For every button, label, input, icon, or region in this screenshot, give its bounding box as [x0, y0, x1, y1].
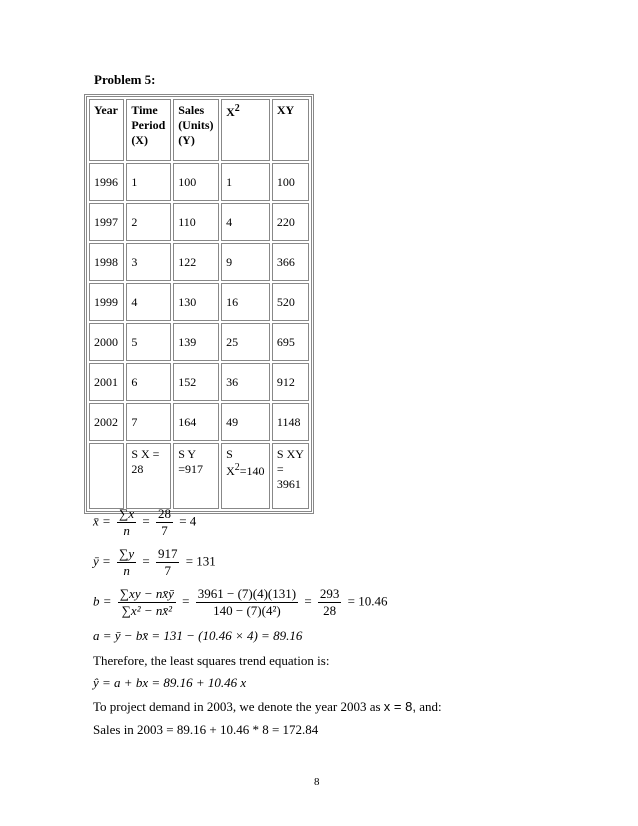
table-row	[89, 203, 309, 241]
header-sales	[173, 99, 219, 161]
table-row	[89, 243, 309, 281]
header-time-line1: Time	[131, 103, 158, 117]
xbar-frac1	[117, 506, 136, 539]
sales-2003-text: Sales in 2003 = 89.16 + 10.46 * 8 = 172.84	[93, 722, 319, 737]
table-cell: 110	[173, 203, 219, 241]
header-xy	[272, 99, 309, 161]
table-cell: 6	[126, 363, 171, 401]
header-time-line3: (X)	[131, 133, 148, 147]
sum-year-empty	[89, 443, 124, 509]
header-time-period	[126, 99, 171, 161]
sum-x2-sup: 2	[234, 462, 240, 473]
table-cell: 2	[126, 203, 171, 241]
table-cell: 4	[126, 283, 171, 321]
table-cell: 100	[173, 163, 219, 201]
table-row	[89, 403, 309, 441]
sum-xy	[272, 443, 309, 509]
sum-y-a: S Y	[178, 447, 197, 461]
xbar-frac2	[156, 506, 173, 539]
sum-y-b: =917	[178, 462, 203, 476]
b-frac2	[196, 586, 298, 619]
table-cell: 36	[221, 363, 270, 401]
table-cell: 366	[272, 243, 309, 281]
table-cell: 4	[221, 203, 270, 241]
table-cell: 164	[173, 403, 219, 441]
sum-xy-a: S XY	[276, 447, 304, 461]
table-cell: 122	[173, 243, 219, 281]
ybar-lhs: ȳ =	[93, 553, 111, 569]
b-num3: 293	[319, 586, 340, 601]
xbar-lhs: x̄ =	[93, 513, 111, 529]
xbar-num: ∑x	[119, 506, 135, 521]
xbar-den2: 7	[161, 523, 168, 538]
xbar-den: n	[123, 523, 130, 538]
table-cell: 2000	[89, 323, 124, 361]
sum-xy-b: =	[276, 462, 284, 476]
xbar-num2: 28	[157, 506, 171, 521]
table-cell: 139	[173, 323, 219, 361]
header-x-squared	[221, 99, 270, 161]
b-frac1	[118, 586, 176, 619]
page-number: 8	[314, 776, 320, 788]
project-text-a: To project demand in 2003, we denote the year 2003 as	[93, 699, 381, 714]
table-cell: 5	[126, 323, 171, 361]
header-x-label: X	[226, 105, 235, 119]
b-den: ∑x² − nx̄²	[121, 603, 173, 618]
ybar-den: n	[123, 563, 130, 578]
table-cell: 3	[126, 243, 171, 281]
header-sales-line2: (Units)	[178, 118, 214, 132]
header-sales-line1: Sales	[178, 103, 205, 117]
table-row	[89, 323, 309, 361]
sum-x2-b: X	[226, 464, 235, 478]
data-table	[84, 94, 314, 514]
table-row	[89, 163, 309, 201]
trend-equation: ŷ = a + bx = 89.16 + 10.46 x	[93, 675, 247, 690]
table-cell: 2002	[89, 403, 124, 441]
equation-b: b = $\frac{\sum xy - nx̄ȳ}{\text{∑x² − nx̄²}}$ = $\frac{3961 - (7)(4)(131)}{\text{140 − (7)(4²)}}$ = $\frac{293}{28}$ = 10.46	[93, 586, 388, 618]
header-xy-label: XY	[276, 103, 295, 117]
table-cell: 7	[126, 403, 171, 441]
project-text	[93, 699, 442, 715]
b-num: ∑xy − nx̄ȳ	[119, 586, 174, 601]
table-cell: 100	[272, 163, 309, 201]
sum-xy-c: 3961	[276, 477, 301, 491]
problem-title: Problem 5:	[94, 72, 156, 87]
table-cell: 695	[272, 323, 309, 361]
table-cell: 520	[272, 283, 309, 321]
table-header-row	[89, 99, 309, 161]
table-cell: 1996	[89, 163, 124, 201]
ybar-frac2	[156, 546, 180, 579]
equation-xbar: x̄ = $\frac{\sum x}{n}$ = $\frac{28}{7}$ = 4	[93, 506, 197, 538]
table-cell: 1	[221, 163, 270, 201]
table-cell: 130	[173, 283, 219, 321]
table-cell: 9	[221, 243, 270, 281]
table-cell: 1997	[89, 203, 124, 241]
header-year-label: Year	[94, 103, 118, 117]
table-cell: 152	[173, 363, 219, 401]
table-cell: 220	[272, 203, 309, 241]
header-time-line2: Period	[131, 118, 166, 132]
table-cell: 912	[272, 363, 309, 401]
table-cell: 16	[221, 283, 270, 321]
sum-x-b: 28	[131, 462, 144, 476]
ybar-rhs: = 131	[185, 553, 216, 569]
b-lhs: b =	[93, 593, 112, 609]
table-row	[89, 363, 309, 401]
table-cell: 1148	[272, 403, 309, 441]
table-cell: 1998	[89, 243, 124, 281]
b-den2: 140 − (7)(4²)	[213, 603, 281, 618]
sum-x-a: S X =	[131, 447, 160, 461]
table-row	[89, 283, 309, 321]
table-cell: 25	[221, 323, 270, 361]
table-cell: 49	[221, 403, 270, 441]
sum-x2-a: S	[226, 447, 233, 461]
sum-x2-c: =140	[239, 464, 265, 478]
b-frac3	[318, 586, 342, 619]
table-cell: 1999	[89, 283, 124, 321]
project-text-b: and:	[419, 699, 442, 714]
b-rhs: = 10.46	[347, 593, 388, 609]
sum-x	[126, 443, 171, 509]
b-num2: 3961 − (7)(4)(131)	[197, 586, 297, 601]
header-year	[89, 99, 124, 161]
ybar-num2: 917	[157, 546, 178, 561]
b-den3: 28	[323, 603, 337, 618]
sum-x2	[221, 443, 270, 509]
project-text-x: x = 8,	[383, 699, 416, 714]
table-cell: 2001	[89, 363, 124, 401]
sum-y	[173, 443, 219, 509]
xbar-rhs: = 4	[179, 513, 197, 529]
table-cell: 1	[126, 163, 171, 201]
sum-row	[89, 443, 309, 509]
header-x-sup: 2	[234, 103, 240, 114]
header-sales-line3: (Y)	[178, 133, 195, 147]
equation-a: a = ȳ − bx̄ = 131 − (10.46 × 4) = 89.16	[93, 628, 303, 643]
therefore-text: Therefore, the least squares trend equation is:	[93, 653, 330, 668]
ybar-frac1	[117, 546, 136, 579]
equation-ybar: ȳ = $\frac{\sum y}{n}$ = $\frac{917}{7}$ = 131	[93, 546, 216, 578]
ybar-num: ∑y	[119, 546, 135, 561]
ybar-den2: 7	[164, 563, 171, 578]
